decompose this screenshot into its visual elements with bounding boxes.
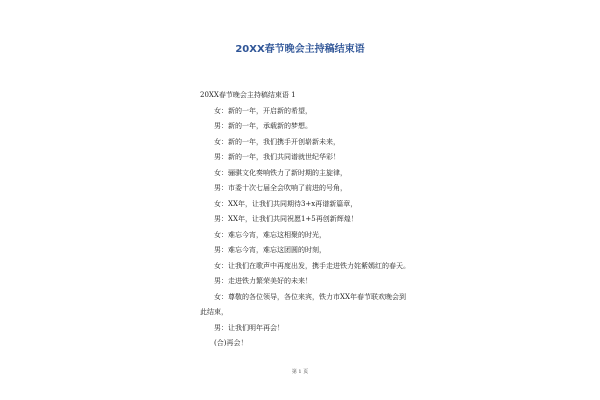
script-line: 女：让我们在歌声中再度出发，携手走进铁力姹紫嫣红的春天。: [214, 261, 410, 270]
script-line: 女：尊敬的各位领导，各位来宾，铁力市XX年春节联欢晚会到此结束，: [200, 292, 406, 316]
script-line: 男：市委十次七届全会吹响了前进的号角，: [214, 184, 347, 192]
script-line: 女：难忘今宵，难忘这相聚的时光，: [214, 230, 326, 239]
script-line: 男：XX年，让我们共同祝愿1+5再创新辉煌！: [214, 215, 358, 223]
page-number: 第 1 页: [291, 369, 309, 375]
script-line: 女：XX年，让我们共同期待3+x再谱新篇章，: [214, 199, 358, 208]
script-line: 女：骊骐文化奏响铁力了新时期的主旋律，: [214, 168, 347, 177]
page-title: 20XX春节晚会主持稿结束语: [235, 44, 365, 55]
document-body: [200, 88, 412, 352]
script-line: 男：走进铁力繁荣美好的未来！: [214, 277, 312, 285]
script-line: 男：让我们明年再会！: [214, 323, 284, 332]
script-line: 女：新的一年，开启新的希望，: [214, 106, 312, 115]
script-line: 男：难忘今宵，难忘这团圆的时刻，: [214, 246, 326, 254]
script-line: 女：新的一年，我们携手开创崭新未来，: [214, 137, 340, 146]
section-heading: 20XX春节晚会主持稿结束语 1: [200, 91, 296, 99]
script-line: (合)再会！: [214, 339, 248, 347]
script-line: 男：新的一年，承载新的梦想。: [214, 122, 312, 130]
script-line: 男：新的一年，我们共同谱就世纪华彩！: [214, 153, 340, 161]
